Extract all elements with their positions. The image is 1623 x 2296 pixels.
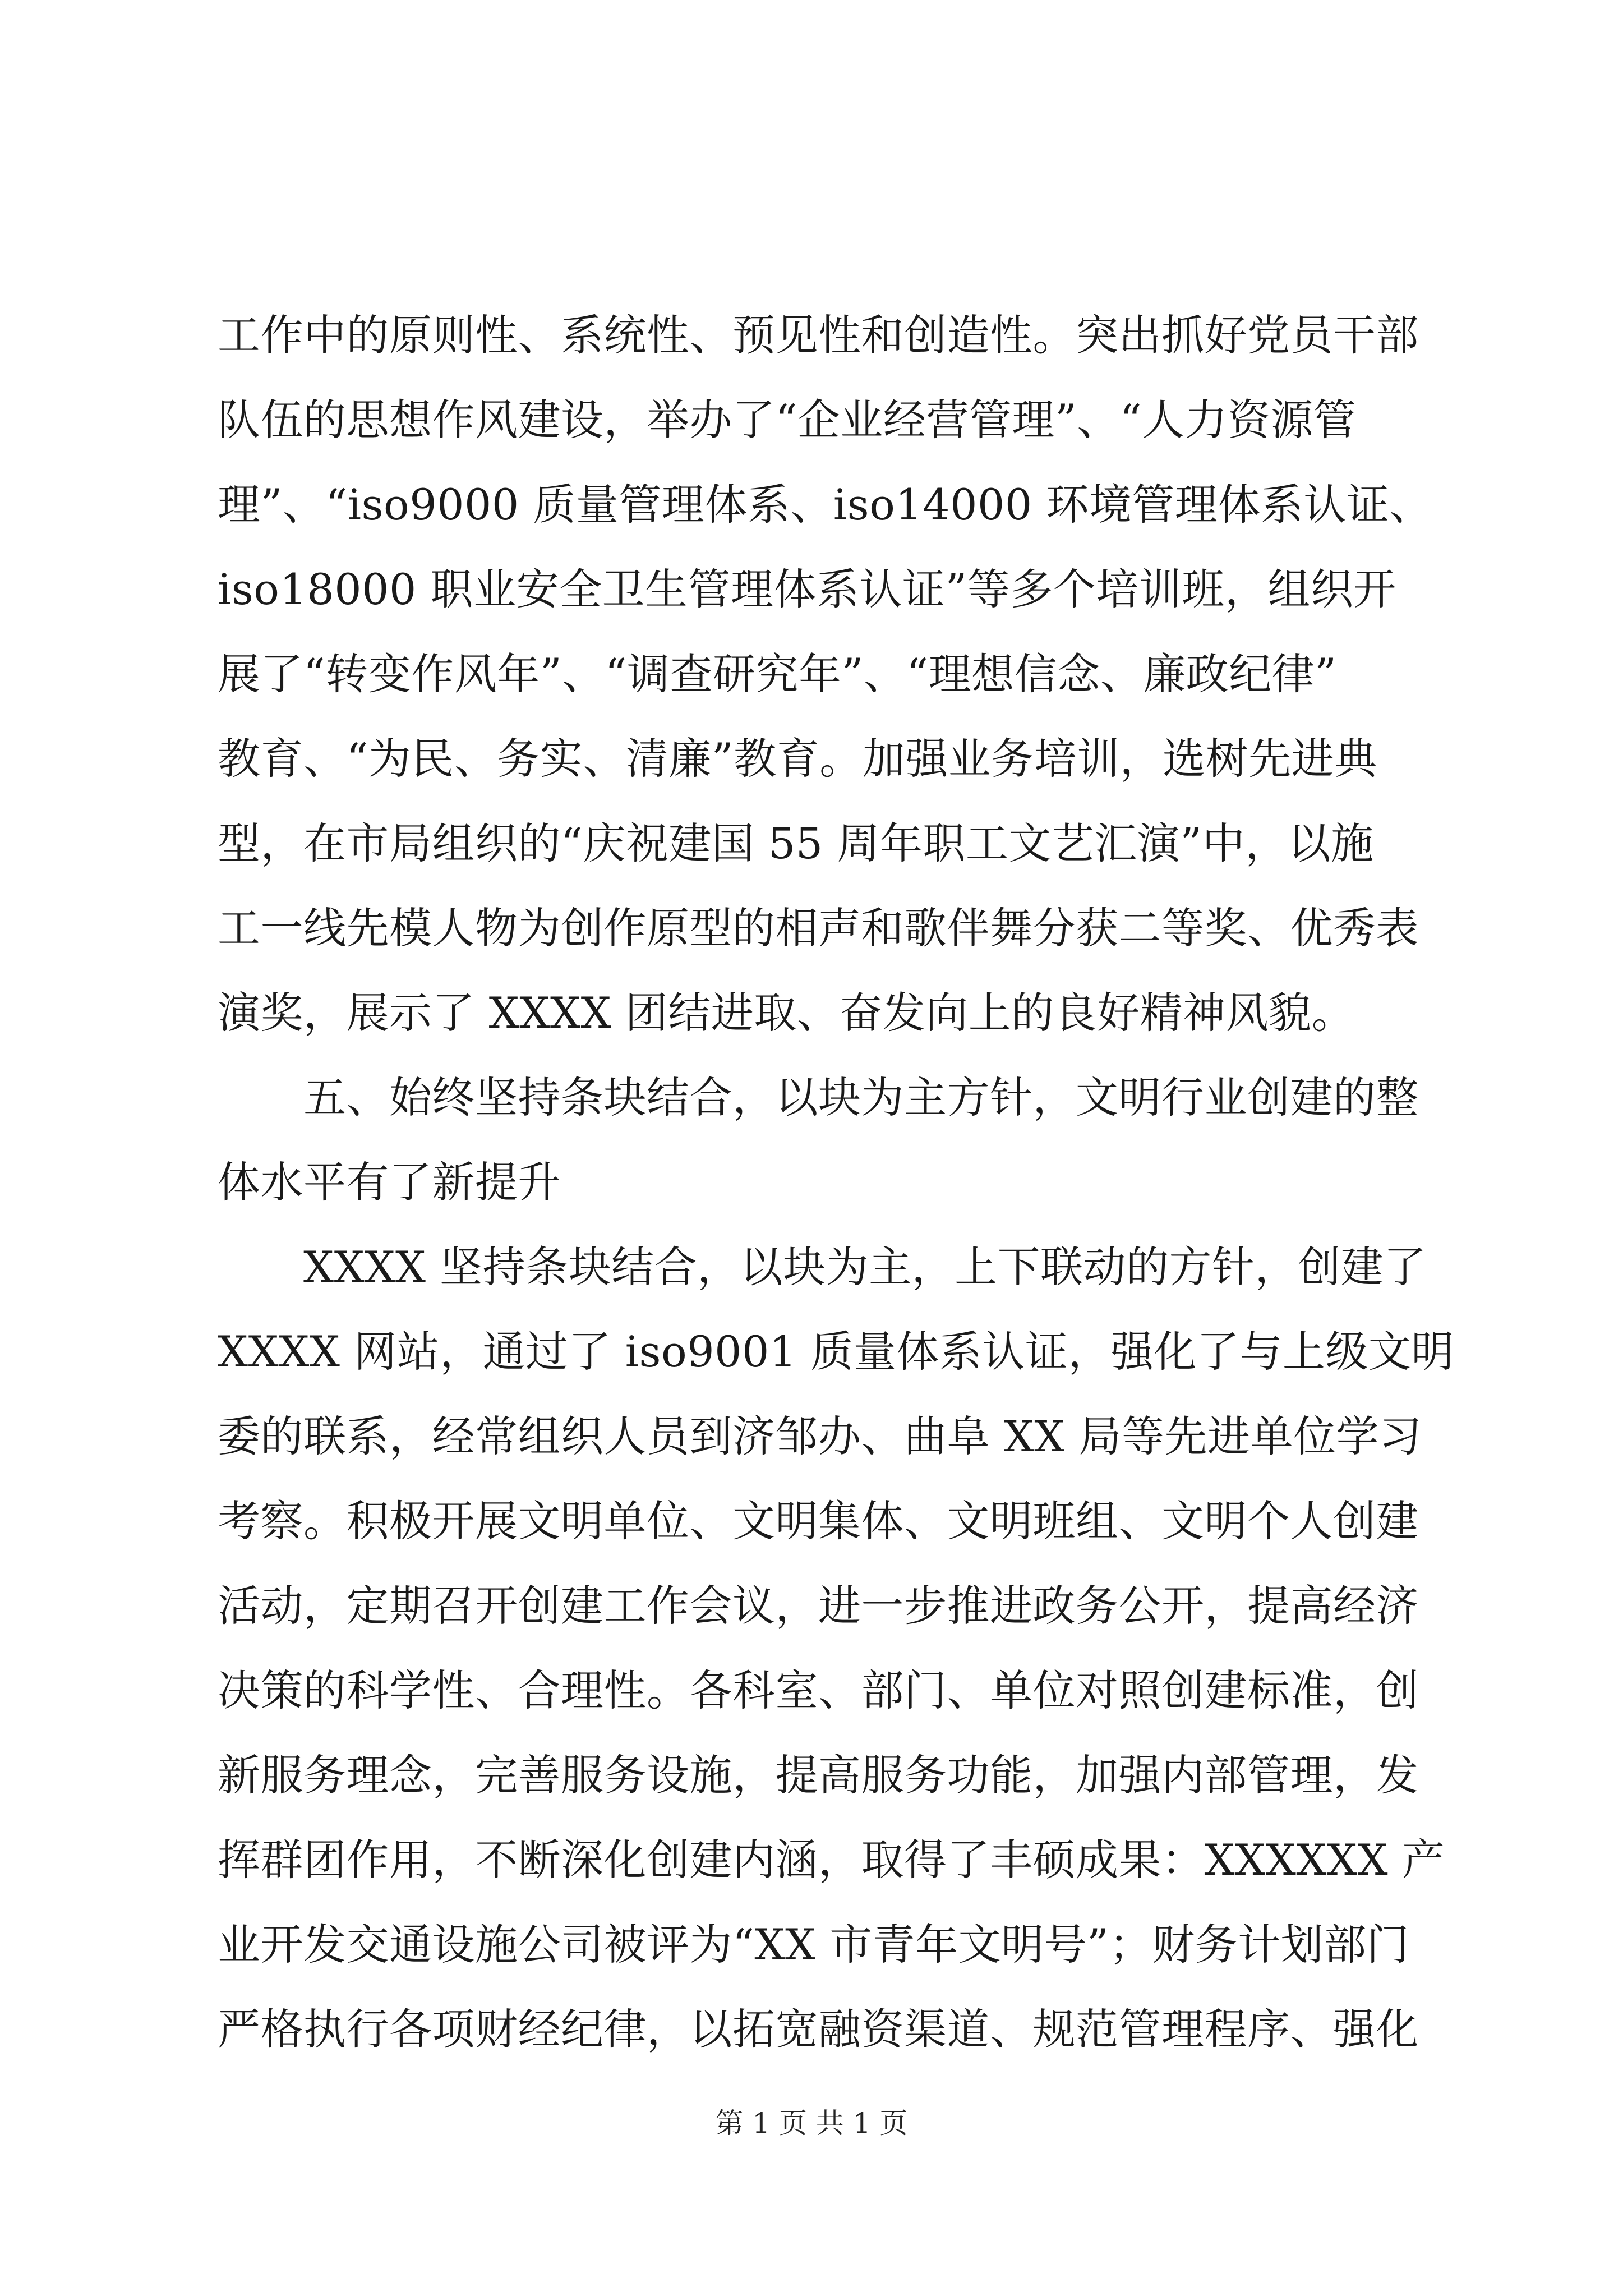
text-line: 业开发交通设施公司被评为“XX 市青年文明号”；财务计划部门 [218, 1920, 1410, 1970]
text-line: 考察。积极开展文明单位、文明集体、文明班组、文明个人创建 [218, 1496, 1419, 1546]
body-text [218, 293, 1454, 2072]
text-line: 理”、“iso9000 质量管理体系、iso14000 环境管理体系认证、 [218, 480, 1432, 530]
text-line: 工一线先模人物为创作原型的相声和歌伴舞分获二等奖、优秀表 [218, 903, 1419, 953]
text-line: 工作中的原则性、系统性、预见性和创造性。突出抓好党员干部 [218, 310, 1419, 360]
text-line: XXXX 网站，通过了 iso9001 质量体系认证，强化了与上级文明 [218, 1327, 1454, 1377]
text-line: 活动，定期召开创建工作会议，进一步推进政务公开，提高经济 [218, 1581, 1419, 1631]
section-heading-line: 体水平有了新提升 [218, 1157, 561, 1207]
text-line: XXXX 坚持条块结合，以块为主，上下联动的方针，创建了 [218, 1242, 1427, 1292]
text-line: 严格执行各项财经纪律，以拓宽融资渠道、规范管理程序、强化 [218, 2004, 1419, 2054]
page-footer: 第 1 页 共 1 页 [715, 2107, 908, 2139]
text-line: 队伍的思想作风建设，举办了“企业经营管理”、“人力资源管 [218, 395, 1357, 445]
text-line: 展了“转变作风年”、“调查研究年”、“理想信念、廉政纪律” [218, 649, 1337, 699]
text-line: 演奖，展示了 XXXX 团结进取、奋发向上的良好精神风貌。 [218, 988, 1355, 1038]
section-heading-line: 五、始终坚持条块结合，以块为主方针，文明行业创建的整 [218, 1073, 1419, 1122]
text-line: 挥群团作用，不断深化创建内涵，取得了丰硕成果：XXXXXX 产 [218, 1835, 1445, 1885]
text-line: 新服务理念，完善服务设施，提高服务功能，加强内部管理，发 [218, 1750, 1419, 1800]
text-line: 型，在市局组织的“庆祝建国 55 周年职工文艺汇演”中，以施 [218, 818, 1374, 868]
text-line: 教育、“为民、务实、清廉”教育。加强业务培训，选树先进典 [218, 734, 1377, 784]
text-line: 决策的科学性、合理性。各科室、部门、单位对照创建标准，创 [218, 1665, 1419, 1715]
text-line: iso18000 职业安全卫生管理体系认证”等多个培训班，组织开 [218, 564, 1396, 614]
text-line: 委的联系，经常组织人员到济邹办、曲阜 XX 局等先进单位学习 [218, 1411, 1422, 1461]
